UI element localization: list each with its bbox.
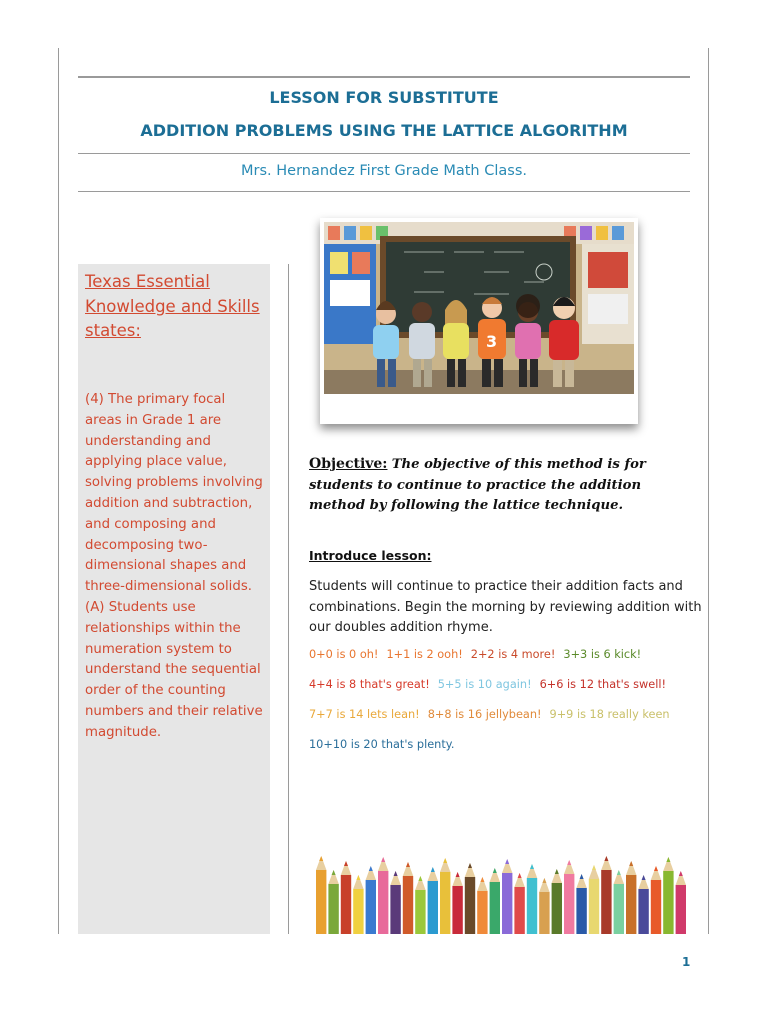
- rhyme-item: 8+8 is 16 jellybean!: [427, 708, 542, 721]
- objective-label: Objective:: [309, 456, 388, 472]
- pencil-lead: [394, 871, 398, 876]
- pencil-lead: [468, 863, 472, 868]
- pencil-body: [415, 890, 425, 934]
- pencil-lead: [443, 858, 447, 863]
- colored-pencils-icon: [312, 838, 692, 934]
- pencil-body: [514, 887, 524, 934]
- class-name: Mrs. Hernandez First Grade Math Class.: [241, 163, 527, 179]
- pencil-body: [440, 872, 450, 934]
- intro-heading: Introduce lesson:: [309, 548, 432, 563]
- rhyme-item: 0+0 is 0 oh!: [309, 648, 379, 661]
- pencil-body: [576, 888, 586, 934]
- pencil-lead: [456, 872, 460, 877]
- pencil-body: [589, 879, 599, 934]
- pencil-body: [490, 882, 500, 934]
- pencil-body: [638, 889, 648, 934]
- rhyme-item: 7+7 is 14 lets lean!: [309, 708, 420, 721]
- shirt-number: 3: [486, 332, 498, 351]
- pencil-body: [676, 885, 686, 934]
- pencil-lead: [542, 878, 546, 883]
- pencil-body: [564, 874, 574, 934]
- pencil-lead: [505, 859, 509, 864]
- pencil-lead: [431, 867, 435, 872]
- pencil-body: [452, 886, 462, 934]
- pencil-lead: [344, 861, 348, 866]
- header-top-rule: [78, 76, 690, 78]
- pencil-lead: [604, 856, 608, 861]
- objective-text: The objective of this method is for students to continue to practice the addition method by following the lattice technique.: [309, 457, 646, 513]
- pencil-lead: [381, 857, 385, 862]
- pencil-body: [353, 889, 363, 934]
- rhyme-line-1: [309, 648, 709, 661]
- pencil-body: [477, 891, 487, 934]
- pencil-lead: [530, 864, 534, 869]
- pencil-body: [626, 875, 636, 934]
- rhyme-item: 4+4 is 8 that's great!: [309, 678, 430, 691]
- pencil-body: [663, 871, 673, 934]
- intro-paragraph: Students will continue to practice their addition facts and combinations. Begin the morning by reviewing addition with our doubles addition rhyme.: [309, 579, 702, 635]
- pencil-lead: [332, 870, 336, 875]
- rhyme-item: 10+10 is 20 that's plenty.: [309, 738, 455, 751]
- page-number: 1: [682, 955, 691, 969]
- lesson-title: LESSON FOR SUBSTITUTE: [269, 88, 499, 107]
- sidebar-standard-text: (4) The primary focal areas in Grade 1 are understanding and applying place value, solving problems involving addition and subtraction, and composing and decomposing two-dimensional shapes and three-dimensional solids. (A) Students use relationships within the numeration system to understand the sequential order of the counting numbers and their relative magnitude.: [85, 392, 263, 740]
- page-left-edge: [58, 48, 59, 934]
- pencil-body: [341, 875, 351, 934]
- rhyme-item: 5+5 is 10 again!: [437, 678, 532, 691]
- pencil-body: [465, 877, 475, 934]
- pencil-body: [316, 870, 326, 934]
- pencil-body: [378, 871, 388, 934]
- pencil-body: [403, 876, 413, 934]
- pencil-lead: [369, 866, 373, 871]
- pencil-body: [651, 880, 661, 934]
- rhyme-line-3: [309, 708, 709, 721]
- classroom-photo: [320, 218, 638, 424]
- pencil-lead: [567, 860, 571, 865]
- pencil-lead: [555, 869, 559, 874]
- pencil-body: [552, 883, 562, 934]
- pencil-lead: [406, 862, 410, 867]
- pencil-lead: [629, 861, 633, 866]
- rhyme-item: 3+3 is 6 kick!: [563, 648, 642, 661]
- pencil-lead: [418, 876, 422, 881]
- sidebar-title: Texas Essential Knowledge and Skills states:: [85, 272, 260, 340]
- objective-statement: [309, 454, 699, 517]
- lesson-subject: ADDITION PROBLEMS USING THE LATTICE ALGORITHM: [140, 121, 628, 140]
- rhyme-item: 9+9 is 18 really keen: [549, 708, 670, 721]
- classroom-photo-icon: [324, 222, 634, 394]
- column-divider: [288, 264, 289, 934]
- pencil-lead: [580, 874, 584, 879]
- header-mid-rule: [78, 153, 690, 154]
- rhyme-line-2: [309, 678, 709, 691]
- pencil-lead: [654, 866, 658, 871]
- pencil-lead: [356, 875, 360, 880]
- pencil-lead: [617, 870, 621, 875]
- rhyme-item: 6+6 is 12 that's swell!: [539, 678, 667, 691]
- pencil-lead: [679, 871, 683, 876]
- rhyme-line-4: [309, 738, 709, 751]
- pencil-body: [614, 884, 624, 934]
- pencil-body: [502, 873, 512, 934]
- pencil-lead: [518, 873, 522, 878]
- pencil-body: [428, 881, 438, 934]
- pencil-lead: [493, 868, 497, 873]
- rhyme-item: 1+1 is 2 ooh!: [386, 648, 463, 661]
- pencil-lead: [666, 857, 670, 862]
- pencil-body: [390, 885, 400, 934]
- pencil-lead: [480, 877, 484, 882]
- pencil-lead: [592, 865, 596, 870]
- pencil-lead: [319, 856, 323, 861]
- pencil-body: [539, 892, 549, 934]
- rhyme-item: 2+2 is 4 more!: [470, 648, 556, 661]
- pencil-body: [601, 870, 611, 934]
- pencil-body: [328, 884, 338, 934]
- pencil-body: [366, 880, 376, 934]
- pencil-lead: [642, 875, 646, 880]
- header-bottom-rule: [78, 191, 690, 192]
- page-right-edge: [708, 48, 709, 934]
- pencil-body: [527, 878, 537, 934]
